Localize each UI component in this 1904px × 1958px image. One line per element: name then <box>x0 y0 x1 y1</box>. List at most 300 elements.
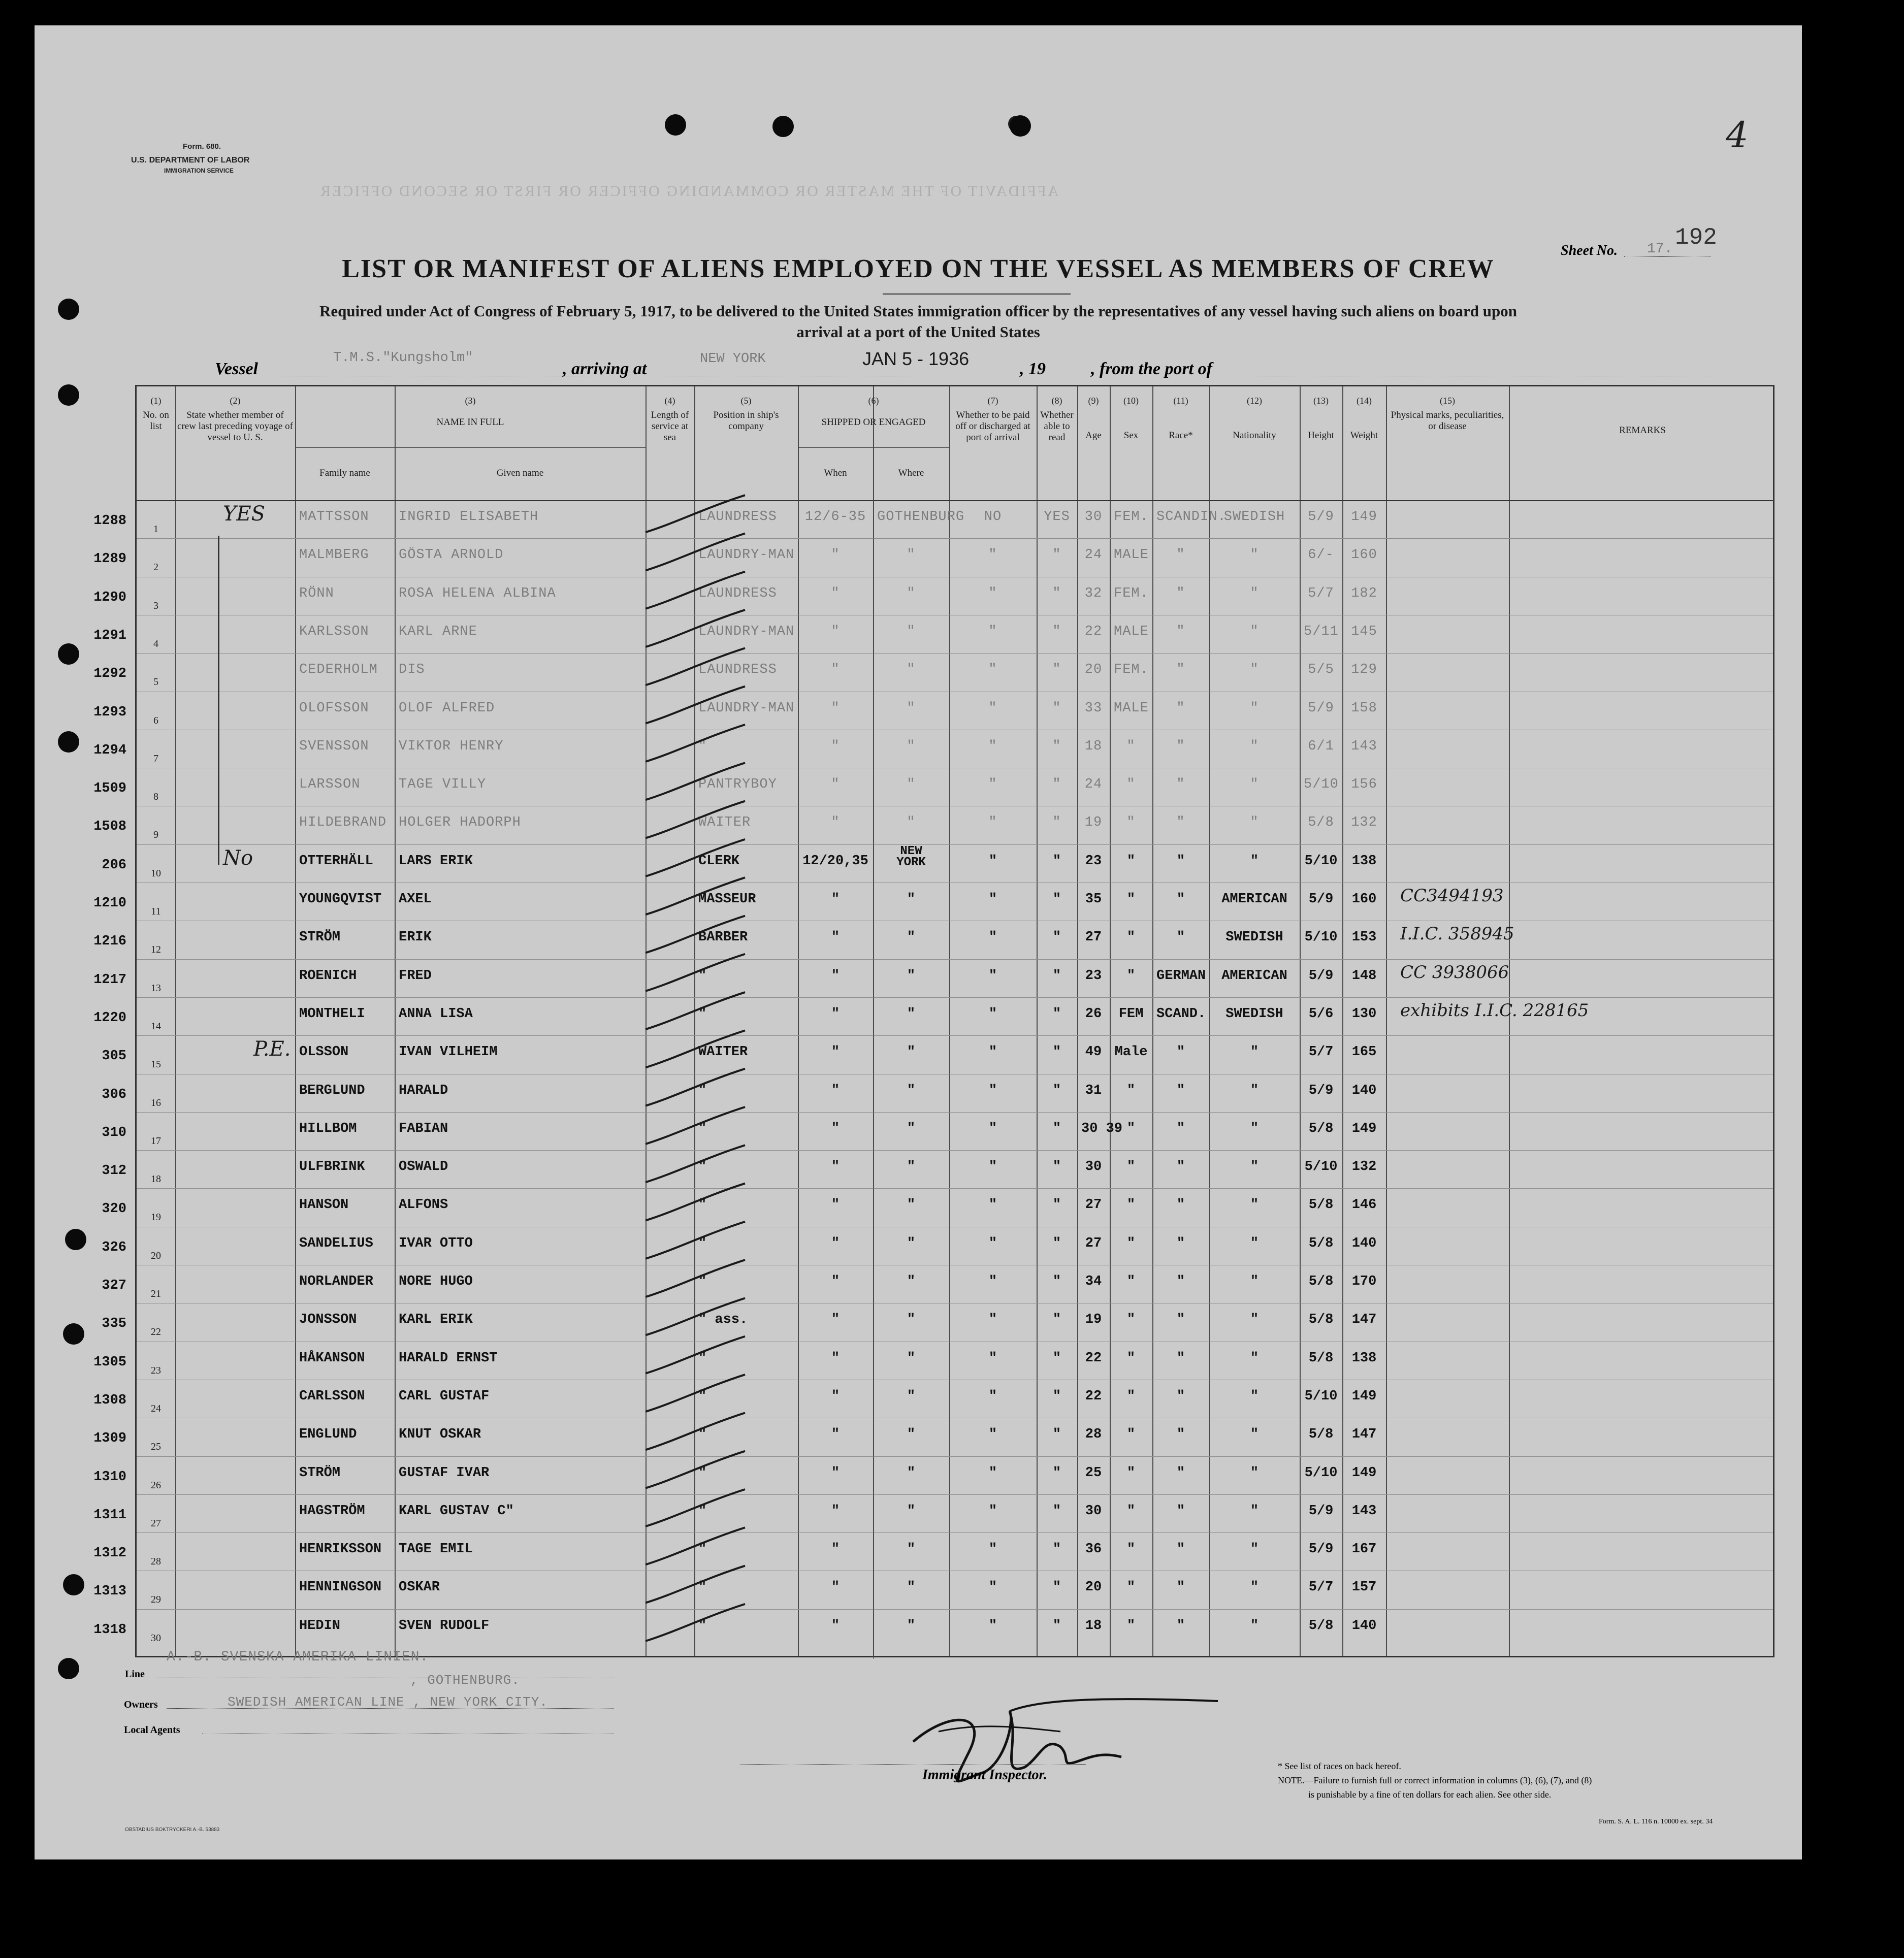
shipped-where: " <box>907 1542 916 1557</box>
weight: 143 <box>1351 1503 1377 1519</box>
race: " <box>1176 547 1185 563</box>
list-number: 25 <box>151 1441 161 1453</box>
shipped-where: " <box>907 700 916 716</box>
height: 5/8 <box>1308 1618 1334 1634</box>
service-mark <box>646 1184 745 1221</box>
age: 20 <box>1085 1580 1102 1595</box>
list-number: 28 <box>151 1556 161 1568</box>
paid-off: " <box>988 1121 997 1136</box>
weight: 138 <box>1351 853 1377 869</box>
list-number: 19 <box>151 1212 161 1223</box>
able-to-read: " <box>1052 1274 1061 1289</box>
service-mark <box>646 1222 745 1259</box>
year-label: , 19 <box>1020 360 1046 378</box>
able-to-read: " <box>1052 547 1061 563</box>
list-number: 29 <box>151 1594 161 1606</box>
given-name: CARL GUSTAF <box>399 1388 490 1404</box>
position: WAITER <box>698 815 751 831</box>
age: 49 <box>1085 1045 1102 1060</box>
age: 22 <box>1085 1350 1102 1366</box>
column-header: SHIPPED OR ENGAGED <box>821 417 926 428</box>
family-name: MATTSSON <box>299 509 369 525</box>
column-number: (4) <box>664 396 675 406</box>
able-to-read: " <box>1052 853 1061 869</box>
position: " <box>698 1159 707 1175</box>
column-number: (15) <box>1440 396 1455 406</box>
height: 5/7 <box>1308 1580 1334 1595</box>
race: " <box>1176 1159 1185 1175</box>
weight: 149 <box>1351 1121 1377 1136</box>
family-name: OLSSON <box>299 1045 349 1060</box>
paid-off: " <box>988 1312 997 1328</box>
column-number: (10) <box>1123 396 1139 406</box>
crew-id: 1293 <box>93 704 126 720</box>
shipped-where: " <box>907 968 916 984</box>
weight: 132 <box>1351 1159 1377 1175</box>
sex: " <box>1126 1274 1136 1289</box>
remark-note: CC 3938066 <box>1400 962 1509 983</box>
service-name: IMMIGRATION SERVICE <box>164 167 234 174</box>
position: " <box>698 1427 707 1443</box>
service-mark <box>646 495 745 532</box>
sex: " <box>1126 1197 1136 1213</box>
paid-off: " <box>988 1159 997 1175</box>
crew-id: 1312 <box>93 1546 126 1561</box>
shipped-where: " <box>907 1618 916 1634</box>
given-name: INGRID ELISABETH <box>399 509 539 525</box>
able-to-read: " <box>1052 892 1061 907</box>
height: 5/9 <box>1308 892 1334 907</box>
position: MASSEUR <box>698 892 756 907</box>
weight: 153 <box>1351 930 1377 945</box>
nationality: " <box>1250 1197 1259 1213</box>
list-number: 9 <box>153 829 158 841</box>
age: 25 <box>1085 1465 1102 1481</box>
family-name: HANSON <box>299 1197 349 1213</box>
shipped-where: " <box>907 1312 916 1328</box>
height: 5/9 <box>1308 1083 1334 1098</box>
paid-off: " <box>988 1045 997 1060</box>
owners-label: Owners <box>124 1699 158 1710</box>
list-number: 11 <box>151 906 161 917</box>
position: " <box>698 1235 707 1251</box>
paid-off: " <box>988 930 997 945</box>
height: 5/9 <box>1308 1542 1334 1557</box>
race: " <box>1176 585 1185 601</box>
crew-id: 206 <box>102 857 126 873</box>
nationality: " <box>1250 547 1259 563</box>
position: " <box>698 1618 707 1634</box>
nationality: " <box>1250 1083 1259 1098</box>
service-mark <box>646 572 745 609</box>
position: " <box>698 1197 707 1213</box>
nationality: AMERICAN <box>1221 968 1287 984</box>
column-subheader: When <box>824 468 847 478</box>
crew-id: 1294 <box>93 742 126 758</box>
sex: " <box>1126 1159 1136 1175</box>
position: BARBER <box>698 930 748 945</box>
race: " <box>1176 1427 1185 1443</box>
weight: 165 <box>1351 1045 1377 1060</box>
paid-off: " <box>988 1006 997 1022</box>
punch-hole <box>58 643 79 665</box>
crew-id: 335 <box>102 1316 126 1332</box>
age: 27 <box>1085 930 1102 945</box>
able-to-read: " <box>1052 1197 1061 1213</box>
arriving-label: , arriving at <box>563 360 647 378</box>
race: " <box>1176 662 1185 678</box>
nationality: " <box>1250 700 1259 716</box>
list-number: 1 <box>153 524 158 535</box>
able-to-read: " <box>1052 1388 1061 1404</box>
given-name: AXEL <box>399 892 432 907</box>
column-header: Physical marks, peculiarities, or disease <box>1391 410 1504 432</box>
list-number: 24 <box>151 1402 161 1414</box>
shipped-where: " <box>907 1427 916 1443</box>
service-mark <box>646 1566 745 1603</box>
position: " <box>698 1542 707 1557</box>
crew-id: 1289 <box>93 551 126 567</box>
paid-off: " <box>988 968 997 984</box>
paid-off: " <box>988 1542 997 1557</box>
sex: FEM <box>1118 1006 1144 1022</box>
able-to-read: " <box>1052 1465 1061 1481</box>
race: " <box>1176 1388 1185 1404</box>
crew-id: 312 <box>102 1163 126 1179</box>
crew-id: 320 <box>102 1201 126 1217</box>
column-header: Height <box>1308 430 1334 441</box>
race: " <box>1176 1542 1185 1557</box>
family-name: HÅKANSON <box>299 1350 365 1366</box>
line-label: Line <box>125 1669 145 1680</box>
height: 5/8 <box>1308 1427 1334 1443</box>
service-mark <box>646 1069 745 1106</box>
sex: " <box>1126 1542 1136 1557</box>
sex: " <box>1126 1503 1136 1519</box>
weight: 149 <box>1351 1465 1377 1481</box>
race: SCAND. <box>1156 1006 1206 1022</box>
sex: " <box>1126 930 1136 945</box>
races-note: * See list of races on back hereof. <box>1278 1761 1401 1771</box>
arrival-date-stamp: JAN 5 - 1936 <box>862 348 970 369</box>
sex: " <box>1126 1580 1136 1595</box>
age: 30 <box>1084 509 1103 525</box>
height: 5/10 <box>1304 853 1338 869</box>
able-to-read: " <box>1052 585 1061 601</box>
crew-table <box>93 385 1774 1657</box>
family-name: CEDERHOLM <box>299 662 378 678</box>
previous-voyage-note: No <box>223 846 253 870</box>
shipped-when: " <box>831 968 840 984</box>
shipped-where: " <box>907 624 916 639</box>
sex: " <box>1126 1427 1136 1443</box>
height: 5/8 <box>1308 1235 1334 1251</box>
race: " <box>1176 930 1185 945</box>
crew-id: 1310 <box>93 1469 126 1485</box>
weight: 148 <box>1351 968 1377 984</box>
nationality: " <box>1250 662 1259 678</box>
family-name: BERGLUND <box>299 1083 365 1098</box>
manifest-sheet <box>35 25 1802 1859</box>
list-number: 3 <box>153 600 158 611</box>
family-name: STRÖM <box>299 930 341 945</box>
shipped-when: " <box>831 662 840 678</box>
from-port-label: , from the port of <box>1091 360 1212 378</box>
paid-off: NO <box>984 509 1002 525</box>
shipped-when: 12/6-35 <box>804 509 866 525</box>
arrival-port: NEW YORK <box>700 351 766 367</box>
paid-off: " <box>988 662 997 678</box>
age: 31 <box>1085 1083 1102 1098</box>
sex: FEM. <box>1114 662 1149 678</box>
page-title: LIST OR MANIFEST OF ALIENS EMPLOYED ON THE VESSEL AS MEMBERS OF CREW <box>342 254 1495 283</box>
nationality: " <box>1250 1350 1259 1366</box>
height: 5/9 <box>1308 968 1334 984</box>
column-number: (5) <box>740 396 752 406</box>
punch-hole <box>665 114 686 136</box>
able-to-read: " <box>1052 738 1061 754</box>
column-number: (13) <box>1313 396 1329 406</box>
race: " <box>1176 1465 1185 1481</box>
given-name: HOLGER HADORPH <box>399 815 521 831</box>
nationality: AMERICAN <box>1221 892 1287 907</box>
able-to-read: " <box>1052 1159 1061 1175</box>
shipped-where: " <box>907 1350 916 1366</box>
shipped-where: " <box>907 892 916 907</box>
age: 36 <box>1085 1542 1102 1557</box>
weight: 182 <box>1351 585 1377 601</box>
remark-note: I.I.C. 358945 <box>1400 924 1514 944</box>
list-number: 13 <box>151 982 161 994</box>
column-number: (2) <box>230 396 241 406</box>
age: 22 <box>1084 624 1103 639</box>
nationality: " <box>1250 1274 1259 1289</box>
weight: 156 <box>1351 777 1377 793</box>
height: 5/7 <box>1308 585 1334 601</box>
height: 5/8 <box>1308 1274 1334 1289</box>
weight: 149 <box>1351 1388 1377 1404</box>
bleed-through-text: AFFIDAVIT OF THE MASTER OR COMMANDING OFFICER OR FIRST OR SECOND OFFICER <box>319 183 1059 200</box>
given-name: NORE HUGO <box>399 1274 473 1289</box>
able-to-read: " <box>1052 1427 1061 1443</box>
weight: 140 <box>1351 1235 1377 1251</box>
age: 18 <box>1085 1618 1102 1634</box>
given-name: ALFONS <box>399 1197 448 1213</box>
inspector-dotted-line <box>740 1764 1086 1765</box>
shipped-where: " <box>907 1235 916 1251</box>
shipped-when: " <box>831 1388 840 1404</box>
age: 22 <box>1085 1388 1102 1404</box>
position: " <box>698 1274 707 1289</box>
shipped-when: " <box>831 777 840 793</box>
age: 28 <box>1085 1427 1102 1443</box>
crew-id: 1288 <box>93 513 126 529</box>
height: 5/10 <box>1304 1159 1338 1175</box>
given-name: IVAN VILHEIM <box>399 1045 498 1060</box>
height: 5/8 <box>1308 1350 1334 1366</box>
paid-off: " <box>988 777 997 793</box>
given-name: ROSA HELENA ALBINA <box>399 585 556 601</box>
crew-id: 1309 <box>93 1431 126 1447</box>
shipped-when: " <box>831 547 840 563</box>
given-name: KARL ARNE <box>399 624 477 639</box>
shipped-when: 12/20,35 <box>802 853 868 869</box>
given-name: IVAR OTTO <box>399 1235 473 1251</box>
crew-id: 306 <box>102 1087 126 1102</box>
service-mark <box>646 648 745 685</box>
paid-off: " <box>988 1503 997 1519</box>
age: 30 <box>1085 1159 1102 1175</box>
shipped-where: " <box>907 585 916 601</box>
sex: " <box>1126 1618 1136 1634</box>
agents-name: SWEDISH AMERICAN LINE , NEW YORK CITY. <box>228 1694 548 1710</box>
service-mark <box>646 1298 745 1335</box>
age: 26 <box>1085 1006 1102 1022</box>
height: 5/9 <box>1308 1503 1334 1519</box>
able-to-read: " <box>1052 662 1061 678</box>
race: " <box>1176 1235 1185 1251</box>
able-to-read: " <box>1052 777 1061 793</box>
weight: 160 <box>1351 892 1377 907</box>
given-name: OSWALD <box>399 1159 448 1175</box>
shipped-where: GOTHENBURG <box>877 509 965 525</box>
shipped-where: " <box>907 1121 916 1136</box>
list-number: 16 <box>151 1097 161 1108</box>
age: 23 <box>1085 968 1102 984</box>
column-header: Length of service at sea <box>651 410 689 443</box>
shipped-where: " <box>907 547 916 563</box>
family-name: STRÖM <box>299 1465 341 1481</box>
age: 30 <box>1085 1503 1102 1519</box>
given-name: VIKTOR HENRY <box>399 738 504 754</box>
race: " <box>1176 1618 1185 1634</box>
sheet-label: Sheet No. <box>1561 243 1618 258</box>
family-name: ROENICH <box>299 968 357 984</box>
list-number: 2 <box>153 562 158 573</box>
nationality: " <box>1250 738 1259 754</box>
service-mark <box>646 1030 745 1067</box>
column-header: Whether able to read <box>1040 410 1074 443</box>
height: 5/8 <box>1308 1121 1334 1136</box>
crew-id: 1308 <box>93 1392 126 1408</box>
height: 5/9 <box>1308 700 1334 716</box>
family-name: ULFBRINK <box>299 1159 365 1175</box>
weight: 167 <box>1351 1542 1377 1557</box>
previous-voyage-note: P.E. <box>253 1037 291 1061</box>
inspector-label: Immigrant Inspector. <box>922 1767 1047 1783</box>
crew-id: 310 <box>102 1125 126 1140</box>
nationality: " <box>1250 1312 1259 1328</box>
race: SCANDIN. <box>1156 509 1227 525</box>
position: " <box>698 1083 707 1098</box>
list-number: 26 <box>151 1479 161 1491</box>
weight: 140 <box>1351 1083 1377 1098</box>
service-mark <box>646 1145 745 1182</box>
service-mark <box>646 954 745 991</box>
shipped-where: " <box>907 1045 916 1060</box>
sex: " <box>1126 1312 1136 1328</box>
shipped-when: " <box>831 700 840 716</box>
age: 19 <box>1084 815 1103 831</box>
position: WAITER <box>698 1045 748 1060</box>
subheader-rule <box>295 447 646 448</box>
remark-note: CC3494193 <box>1400 886 1504 906</box>
able-to-read: " <box>1052 1350 1061 1366</box>
nationality: " <box>1250 1503 1259 1519</box>
previous-voyage-note: YES <box>223 502 266 526</box>
service-mark <box>646 1336 745 1374</box>
paid-off: " <box>988 815 997 831</box>
crew-id: 1217 <box>93 972 126 988</box>
nationality: " <box>1250 1235 1259 1251</box>
service-mark <box>646 763 745 800</box>
height: 5/5 <box>1308 662 1334 678</box>
crew-id: 1311 <box>93 1507 126 1523</box>
service-mark <box>646 1413 745 1450</box>
race: " <box>1176 624 1185 639</box>
paid-off: " <box>988 892 997 907</box>
family-name: JONSSON <box>299 1312 357 1328</box>
shipped-where: " <box>907 815 916 831</box>
family-name: ENGLUND <box>299 1427 357 1443</box>
column-header: No. on list <box>143 410 169 432</box>
position: CLERK <box>698 853 740 869</box>
service-mark <box>646 533 745 570</box>
age: 23 <box>1085 853 1102 869</box>
shipped-when: " <box>831 738 840 754</box>
family-name: OTTERHÄLL <box>299 853 373 869</box>
department-name: U.S. DEPARTMENT OF LABOR <box>131 156 250 165</box>
list-number: 20 <box>151 1250 161 1261</box>
list-number: 22 <box>151 1326 161 1338</box>
race: " <box>1176 777 1185 793</box>
column-subheader: Family name <box>319 468 370 478</box>
sex: " <box>1126 968 1136 984</box>
family-name: KARLSSON <box>299 624 369 639</box>
paid-off: " <box>988 1465 997 1481</box>
height: 5/10 <box>1304 777 1339 793</box>
able-to-read: " <box>1052 815 1061 831</box>
column-header: Age <box>1085 430 1102 441</box>
sex: " <box>1126 777 1136 793</box>
paid-off: " <box>988 1427 997 1443</box>
given-name: ANNA LISA <box>399 1006 473 1022</box>
list-number: 8 <box>153 791 158 803</box>
service-mark <box>646 801 745 838</box>
nationality: " <box>1250 1045 1259 1060</box>
nationality: " <box>1250 1427 1259 1443</box>
nationality: " <box>1250 1618 1259 1634</box>
given-name: KNUT OSKAR <box>399 1427 481 1443</box>
shipped-when: " <box>831 815 840 831</box>
column-number: (12) <box>1247 396 1262 406</box>
shipped-when: " <box>831 585 840 601</box>
age: 35 <box>1085 892 1102 907</box>
shipped-when: " <box>831 1197 840 1213</box>
paid-off: " <box>988 1274 997 1289</box>
nationality: " <box>1250 1388 1259 1404</box>
age: 27 <box>1085 1197 1102 1213</box>
sex: " <box>1126 1465 1136 1481</box>
service-mark <box>646 687 745 724</box>
family-name: HEDIN <box>299 1618 341 1634</box>
given-name: KARL ERIK <box>399 1312 473 1328</box>
race: " <box>1176 1503 1185 1519</box>
service-mark <box>646 1451 745 1488</box>
crew-id: 1508 <box>93 819 126 835</box>
shipped-where: " <box>907 662 916 678</box>
given-name: OSKAR <box>399 1580 440 1595</box>
